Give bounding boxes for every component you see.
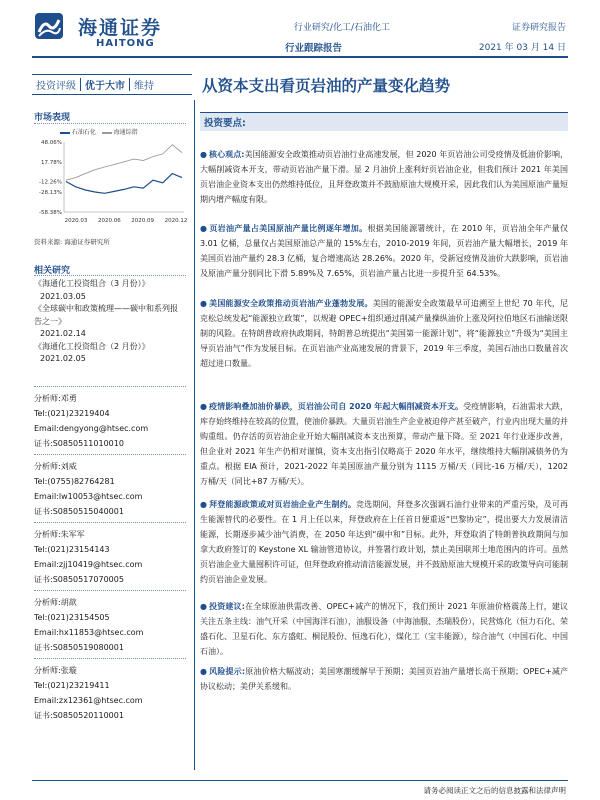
analyst-email[interactable]: Email:hx11853@htsec.com <box>34 628 144 637</box>
related-title[interactable]: 《海通化工投资组合（3 月份）》 <box>34 279 150 288</box>
analyst-name: 分析师:胡歆 <box>34 598 77 607</box>
key-point-paragraph <box>200 498 568 587</box>
analyst-block <box>34 663 184 723</box>
section-divider <box>34 658 186 659</box>
related-item[interactable] <box>34 303 184 341</box>
key-point-lead: 疫情影响叠加油价暴跌，页岩油公司自 2020 年起大幅削减资本开支。 <box>209 402 464 411</box>
bullet-icon: ● <box>200 402 208 411</box>
analyst-block <box>34 459 184 519</box>
market-heading: 市场表现 <box>34 113 71 123</box>
analyst-name: 分析师:张璇 <box>34 666 77 675</box>
key-point-paragraph <box>200 400 568 489</box>
section-divider <box>34 590 186 591</box>
related-title[interactable]: 《海通化工投资组合（2 月份）》 <box>34 341 150 351</box>
analyst-cert: 证书:S0850511010010 <box>34 439 124 448</box>
related-date: 2021.03.05 <box>40 291 86 301</box>
series-line-1 <box>66 174 182 194</box>
key-point-lead: 风险提示: <box>209 667 246 676</box>
logo-text-en: HAITONG <box>96 38 155 49</box>
report-title: 从资本支出看页岩油的产量变化趋势 <box>202 76 451 95</box>
analyst-cert: 证书:S0850517070005 <box>34 575 124 584</box>
related-date: 2021.02.14 <box>40 329 86 338</box>
related-item[interactable] <box>34 341 184 366</box>
chart-source: 资料来源: 海通证券研究所 <box>34 238 110 246</box>
section-divider <box>34 522 186 523</box>
analyst-block <box>34 595 184 655</box>
bullet-icon: ● <box>200 150 208 159</box>
section-divider <box>34 123 186 124</box>
rating-bar <box>32 74 192 95</box>
analyst-tel: Tel:(0755)82764281 <box>34 477 115 486</box>
key-point-body: 竞选期间，拜登多次强调石油行业带来的严重污染，及可再生能源替代的必要性。在 1 月上任以来，拜登政府在上任首日便重返“巴黎协定”，提出要大力发展清洁能源，长期逐步减少油气消费，在 2050 年达到“碳中和”目标。此外，拜登取消了特朗普执政期间与加拿大政府签订的 Keystone XL 输油管道协议，并签署行政计划，禁止美国联邦土地范围内的许可。虽然页岩油企业大量囤积许可证，但拜登政府推动清洁能源发展，并不鼓励原油大规模开采的政策导向可能制约页岩油企业发展。 <box>200 500 568 584</box>
y-tick-label: -28.13% <box>39 190 62 197</box>
x-tick-label: 2020.09 <box>131 218 155 224</box>
series-line-2 <box>66 145 182 181</box>
bullet-icon: ● <box>200 500 208 509</box>
y-tick-label: 48.06% <box>41 140 62 146</box>
haitong-logo-icon <box>34 12 64 40</box>
analyst-tel: Tel:(021)23219404 <box>34 409 110 418</box>
bullet-icon: ● <box>200 299 208 308</box>
analyst-email[interactable]: Email:zx12361@htsec.com <box>34 696 143 705</box>
key-points-heading: 投资要点: <box>204 118 246 129</box>
bullet-icon: ● <box>200 667 208 676</box>
x-tick-label: 2020.03 <box>64 218 88 224</box>
key-point-lead: 页岩油产量占美国原油产量比例逐年增加。 <box>209 224 368 233</box>
analyst-name: 分析师:邓勇 <box>34 394 77 403</box>
key-point-lead: 拜登能源政策或对页岩油企业产生制约。 <box>209 500 357 509</box>
analyst-cert: 证书:S0850515040001 <box>34 507 124 516</box>
analyst-tel: Tel:(021)23154143 <box>34 545 110 554</box>
related-title[interactable]: 《全球碳中和政策梳理——碳中和系列报告之一》 <box>34 304 178 326</box>
related-heading: 相关研究 <box>34 266 71 276</box>
header-divider <box>32 56 568 58</box>
report-date: 2021 年 03 月 14 日 <box>478 43 566 53</box>
key-point-paragraph <box>200 297 568 372</box>
section-divider <box>34 386 186 387</box>
analyst-block <box>34 391 184 451</box>
market-chart <box>34 134 192 230</box>
report-label: 证券研究报告 <box>511 23 566 33</box>
y-tick-label: 17.78% <box>41 159 62 166</box>
key-point-paragraph <box>200 222 568 282</box>
analyst-block <box>34 527 184 587</box>
rating-value: 优于大市 <box>85 81 125 92</box>
key-point-body: 美国的能源安全政策最早可追溯至上世纪 70 年代，尼克松总统发起“能源独立政策”，以规避 OPEC+组织通过削减产量操纵油价上涨及阿拉伯地区石油输送限制的风险。在特朗普政府执政期间，特朗普总统提出“美国第一能源计划”，将“能源独立”升级为“美国主导页岩油气”作为发展目标。在页岩油产业高速发展的背景下，2019 年三季度，美国石油出口数量首次超过进口数量。 <box>200 299 569 368</box>
key-point-lead: 美国能源安全政策推动页岩油产业蓬勃发展。 <box>209 299 373 308</box>
column-divider <box>194 100 195 770</box>
key-point-paragraph <box>200 148 568 208</box>
footer-divider <box>32 780 568 781</box>
analyst-tel: Tel:(021)23219411 <box>34 681 110 690</box>
logo-text-cn: 海通证券 <box>78 17 163 39</box>
key-point-body: 原油价格大幅波动；美国寒潮缓解早于预期；美国页岩油产量增长高于预期；OPEC+减产协议松动；美伊关系缓和。 <box>200 667 569 691</box>
y-tick-label: -58.38% <box>39 210 62 216</box>
key-point-body: 受疫情影响，石油需求大跌，库存始终维持在较高的位置，使油价暴跌。大量页岩油生产企业被迫停产甚至破产，行业内出现大量的并购重组。仍存活的页岩油企业开始大幅削减资本支出预算，带动产量下降。至 2021 年行业逐步改善，但企业对 2021 年生产仍相对谨慎，资本支出指引仅略高于 2020 年水平，继续维持大幅削减债务仍为重点。根据 EIA 预计，2021-2022 年美国原油产量分别为 1115 万桶/天（同比-16 万桶/天），1202 万桶/天（同比+87 万桶/天）。 <box>200 402 568 486</box>
section-divider <box>34 454 186 455</box>
key-point-body: 在全球原油供需改善、OPEC+减产的情况下，我们预计 2021 年原油价格震荡上行，建议关注五条主线：油气开采（中国海洋石油），油服设备（中海油服、杰瑞股份），民营炼化（恒力石化、荣盛石化、卫星石化、东方盛虹、桐昆股份、恒逸石化），煤化工（宝丰能源），综合油气（中国石化、中国石油）。 <box>200 602 568 656</box>
key-point-paragraph <box>200 665 568 695</box>
section-divider <box>34 275 186 276</box>
report-type: 行业跟踪报告 <box>285 43 343 54</box>
legend-label-2: 海通综指 <box>113 129 138 136</box>
related-item[interactable] <box>34 278 184 303</box>
x-tick-label: 2020.12 <box>164 218 188 224</box>
bullet-icon: ● <box>200 224 208 233</box>
related-list <box>34 278 184 366</box>
analyst-email[interactable]: Email:dengyong@htsec.com <box>34 424 149 433</box>
key-point-paragraph <box>200 600 568 660</box>
rating-label: 投资评级 <box>36 81 76 92</box>
report-category: 行业研究/化工/石油化工 <box>293 23 390 33</box>
rating-action: 维持 <box>134 81 154 92</box>
analyst-cert: 证书:S0850519080001 <box>34 643 124 652</box>
analyst-email[interactable]: Email:lw10053@htsec.com <box>34 492 143 501</box>
legend-label-1: 石油石化 <box>71 129 96 136</box>
analyst-tel: Tel:(021)23154505 <box>34 613 110 622</box>
analyst-name: 分析师:朱军军 <box>34 530 85 539</box>
key-point-lead: 核心观点: <box>209 150 245 159</box>
y-tick-label: -12.26% <box>39 179 62 186</box>
x-tick-label: 2020.06 <box>97 218 121 224</box>
related-date: 2021.02.05 <box>40 354 86 363</box>
key-points-bar <box>200 112 568 131</box>
analyst-cert: 证书:S0850520110001 <box>34 711 124 720</box>
analyst-name: 分析师:刘威 <box>34 462 77 471</box>
key-point-body: 美国能源安全政策推动页岩油行业高速发展，但 2020 年页岩油公司受疫情及低油价影响，大幅削减资本开支，带动页岩油产量下滑。显 2 月油价上涨利好页岩油企业，但我们预计 2021 年美国页岩油企业资本支出仍然维持低位，且拜登政策并不鼓励原油大规模开采，因此我们认为美国原油产量短期内增产幅度有限。 <box>200 150 569 204</box>
key-point-body: 根据美国能源署统计，在 2010 年，页岩油全年产量仅 3.01 亿桶，总量仅占美国原油总产量的 15%左右，2010-2019 年间，页岩油产量大幅增长，2019 年美国页岩油产量约 28.3 亿桶，复合增速高达 28.26%。2020 年，受新冠疫情及油价大跌影响，页岩油及原油产量分别同比下滑 5.89%及 7.65%，页岩油产量占比进一步提升至 64.53%。 <box>200 224 569 278</box>
footer-disclaimer[interactable]: 请务必阅读正文之后的信息披露和法律声明 <box>423 786 566 795</box>
bullet-icon: ● <box>200 602 208 611</box>
key-point-lead: 投资建议: <box>209 602 245 611</box>
analyst-email[interactable]: Email:zjj10419@htsec.com <box>34 560 143 569</box>
